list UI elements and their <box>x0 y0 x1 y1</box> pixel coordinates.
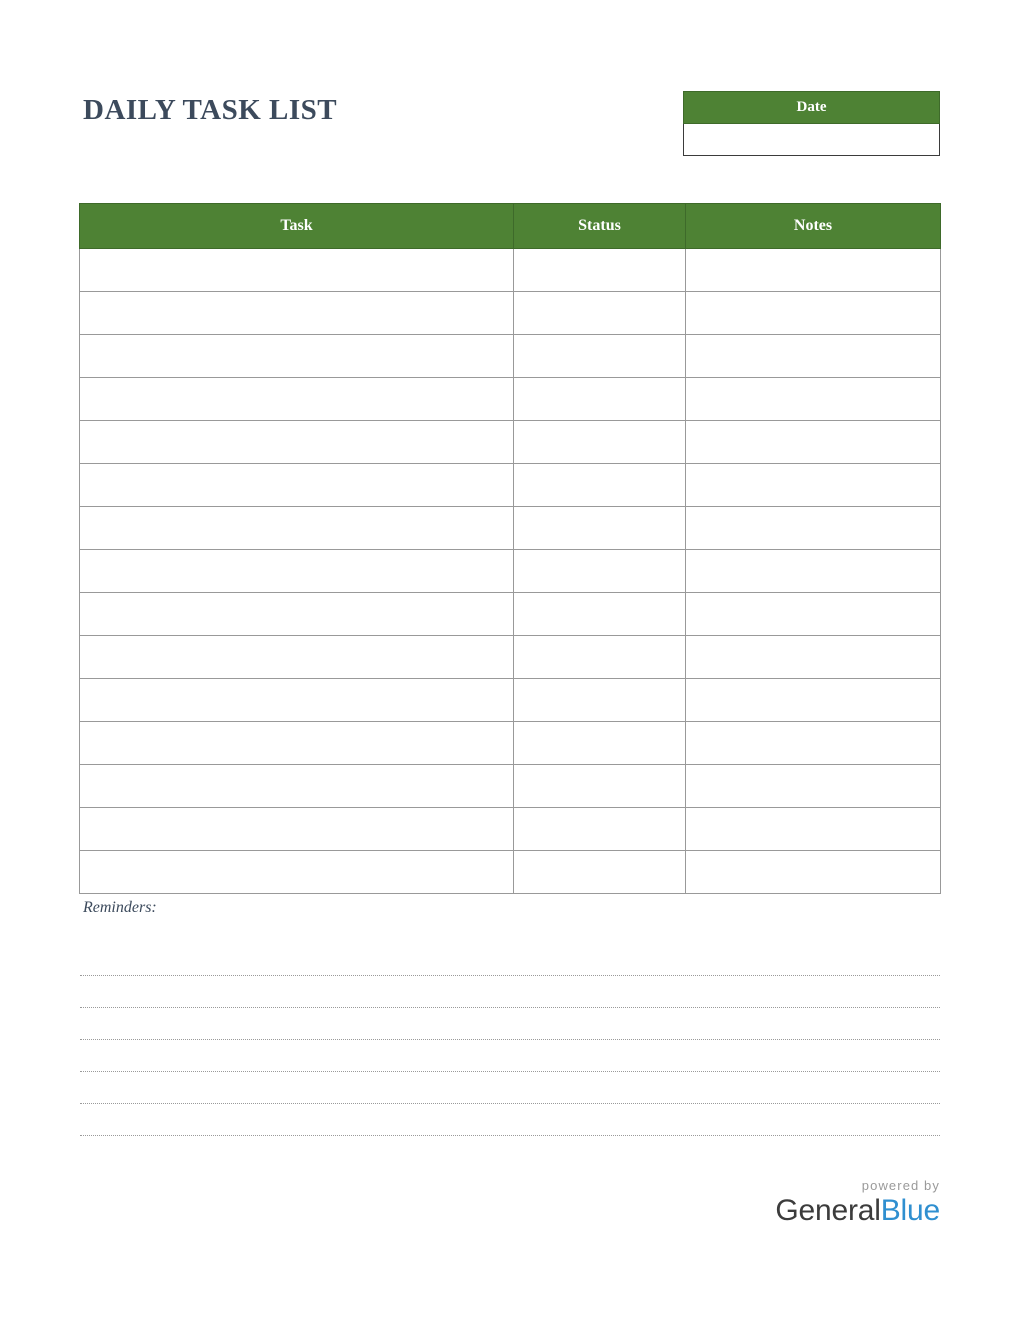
cell-task[interactable] <box>80 765 514 808</box>
cell-status[interactable] <box>514 851 686 894</box>
cell-task[interactable] <box>80 421 514 464</box>
cell-status[interactable] <box>514 722 686 765</box>
cell-notes[interactable] <box>686 378 941 421</box>
cell-task[interactable] <box>80 335 514 378</box>
table-row <box>80 636 941 679</box>
cell-status[interactable] <box>514 421 686 464</box>
cell-notes[interactable] <box>686 679 941 722</box>
cell-task[interactable] <box>80 636 514 679</box>
cell-notes[interactable] <box>686 636 941 679</box>
cell-status[interactable] <box>514 593 686 636</box>
task-table <box>79 203 941 894</box>
cell-notes[interactable] <box>686 507 941 550</box>
cell-status[interactable] <box>514 636 686 679</box>
cell-notes[interactable] <box>686 593 941 636</box>
brand-name-second: Blue <box>880 1194 940 1227</box>
cell-notes[interactable] <box>686 808 941 851</box>
cell-status[interactable] <box>514 550 686 593</box>
cell-task[interactable] <box>80 550 514 593</box>
cell-task[interactable] <box>80 249 514 292</box>
cell-notes[interactable] <box>686 550 941 593</box>
table-row <box>80 507 941 550</box>
cell-notes[interactable] <box>686 421 941 464</box>
cell-task[interactable] <box>80 808 514 851</box>
table-row <box>80 765 941 808</box>
reminder-line[interactable] <box>80 976 940 1008</box>
cell-task[interactable] <box>80 851 514 894</box>
brand-name-first: General <box>775 1194 881 1227</box>
powered-by-label: powered by <box>861 1178 940 1193</box>
cell-notes[interactable] <box>686 335 941 378</box>
date-field-group <box>683 91 940 156</box>
table-row <box>80 378 941 421</box>
cell-task[interactable] <box>80 722 514 765</box>
cell-notes[interactable] <box>686 851 941 894</box>
cell-status[interactable] <box>514 679 686 722</box>
table-row <box>80 335 941 378</box>
document-header <box>83 84 940 164</box>
date-label: Date <box>683 91 940 124</box>
cell-status[interactable] <box>514 249 686 292</box>
page-title: DAILY TASK LIST <box>83 94 338 126</box>
table-row <box>80 292 941 335</box>
cell-notes[interactable] <box>686 722 941 765</box>
brand-footer <box>775 1178 940 1228</box>
reminder-line[interactable] <box>80 1040 940 1072</box>
cell-status[interactable] <box>514 335 686 378</box>
reminder-line[interactable] <box>80 1104 940 1136</box>
table-row <box>80 249 941 292</box>
brand-logo <box>775 1194 940 1228</box>
cell-notes[interactable] <box>686 292 941 335</box>
column-header-task: Task <box>80 204 514 249</box>
cell-notes[interactable] <box>686 249 941 292</box>
cell-status[interactable] <box>514 292 686 335</box>
cell-task[interactable] <box>80 507 514 550</box>
reminder-line[interactable] <box>80 1072 940 1104</box>
table-row <box>80 851 941 894</box>
table-row <box>80 593 941 636</box>
column-header-notes: Notes <box>686 204 941 249</box>
cell-notes[interactable] <box>686 765 941 808</box>
cell-status[interactable] <box>514 464 686 507</box>
reminders-lines-group <box>80 944 940 1136</box>
cell-task[interactable] <box>80 593 514 636</box>
table-row <box>80 421 941 464</box>
cell-status[interactable] <box>514 808 686 851</box>
table-row <box>80 722 941 765</box>
cell-status[interactable] <box>514 765 686 808</box>
reminder-line[interactable] <box>80 1008 940 1040</box>
column-header-status: Status <box>514 204 686 249</box>
cell-status[interactable] <box>514 507 686 550</box>
cell-task[interactable] <box>80 464 514 507</box>
date-input[interactable] <box>683 124 940 156</box>
cell-task[interactable] <box>80 679 514 722</box>
cell-task[interactable] <box>80 378 514 421</box>
reminders-label: Reminders: <box>83 899 157 916</box>
cell-status[interactable] <box>514 378 686 421</box>
table-row <box>80 679 941 722</box>
table-row <box>80 464 941 507</box>
reminder-line[interactable] <box>80 944 940 976</box>
table-row <box>80 550 941 593</box>
cell-task[interactable] <box>80 292 514 335</box>
table-header-row <box>80 204 941 249</box>
cell-notes[interactable] <box>686 464 941 507</box>
table-row <box>80 808 941 851</box>
